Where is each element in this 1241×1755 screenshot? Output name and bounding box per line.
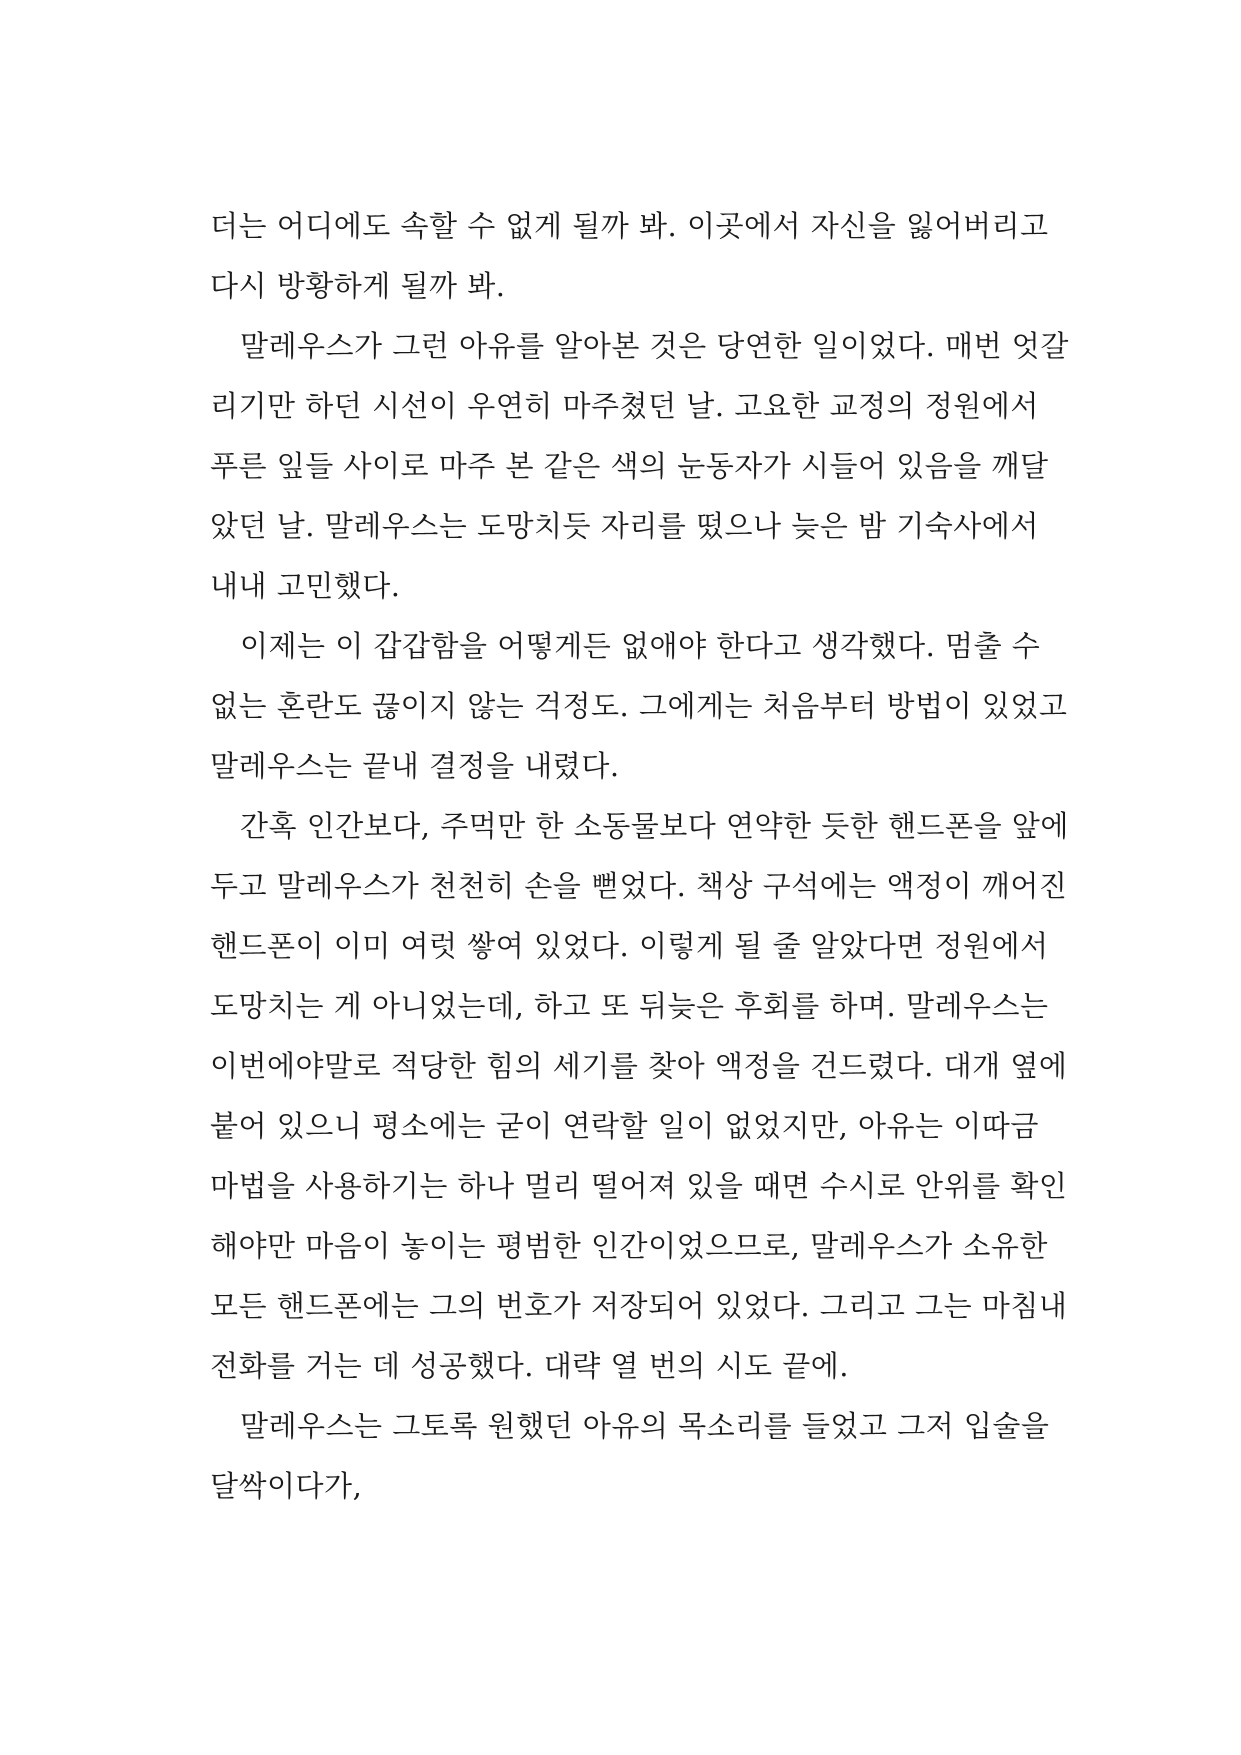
text-line: 해야만 마음이 놓이는 평범한 인간이었으므로, 말레우스가 소유한 bbox=[210, 1229, 1048, 1263]
text-line: 말레우스는 끝내 결정을 내렸다. bbox=[210, 749, 620, 783]
text-line: 두고 말레우스가 천천히 손을 뻗었다. 책상 구석에는 액정이 깨어진 bbox=[210, 869, 1068, 903]
text-line: 모든 핸드폰에는 그의 번호가 저장되어 있었다. 그리고 그는 마침내 bbox=[210, 1289, 1068, 1323]
text-line: 전화를 거는 데 성공했다. 대략 열 번의 시도 끝에. bbox=[210, 1349, 849, 1383]
text-line: 내내 고민했다. bbox=[210, 569, 401, 603]
text-line: 푸른 잎들 사이로 마주 본 같은 색의 눈동자가 시들어 있음을 깨달 bbox=[210, 449, 1049, 483]
text-section-1 bbox=[210, 196, 1069, 796]
text-line: 핸드폰이 이미 여럿 쌓여 있었다. 이렇게 될 줄 알았다면 정원에서 bbox=[210, 929, 1049, 963]
text-line: 간혹 인간보다, 주먹만 한 소동물보다 연약한 듯한 핸드폰을 앞에 bbox=[240, 809, 1069, 843]
text-line: 도망치는 게 아니었는데, 하고 또 뒤늦은 후회를 하며. 말레우스는 bbox=[210, 989, 1049, 1023]
text-line: 없는 혼란도 끊이지 않는 걱정도. 그에게는 처음부터 방법이 있었고 bbox=[210, 689, 1068, 723]
text-line: 더는 어디에도 속할 수 없게 될까 봐. 이곳에서 자신을 잃어버리고 bbox=[210, 209, 1049, 243]
text-line: 달싹이다가, bbox=[210, 1469, 363, 1503]
text-line: 이번에야말로 적당한 힘의 세기를 찾아 액정을 건드렸다. 대개 옆에 bbox=[210, 1049, 1068, 1083]
text-line: 붙어 있으니 평소에는 굳이 연락할 일이 없었지만, 아유는 이따금 bbox=[210, 1109, 1039, 1143]
text-line: 리기만 하던 시선이 우연히 마주쳤던 날. 고요한 교정의 정원에서 bbox=[210, 389, 1039, 423]
text-line: 았던 날. 말레우스는 도망치듯 자리를 떴으나 늦은 밤 기숙사에서 bbox=[210, 509, 1039, 543]
text-line: 이제는 이 갑갑함을 어떻게든 없애야 한다고 생각했다. 멈출 수 bbox=[240, 629, 1041, 663]
text-section-2 bbox=[210, 796, 1069, 1516]
text-line: 다시 방황하게 될까 봐. bbox=[210, 269, 506, 303]
text-line: 마법을 사용하기는 하나 멀리 떨어져 있을 때면 수시로 안위를 확인 bbox=[210, 1169, 1068, 1203]
text-line: 말레우스는 그토록 원했던 아유의 목소리를 들었고 그저 입술을 bbox=[240, 1409, 1050, 1443]
text-line: 말레우스가 그런 아유를 알아본 것은 당연한 일이었다. 매번 엇갈 bbox=[240, 329, 1069, 363]
